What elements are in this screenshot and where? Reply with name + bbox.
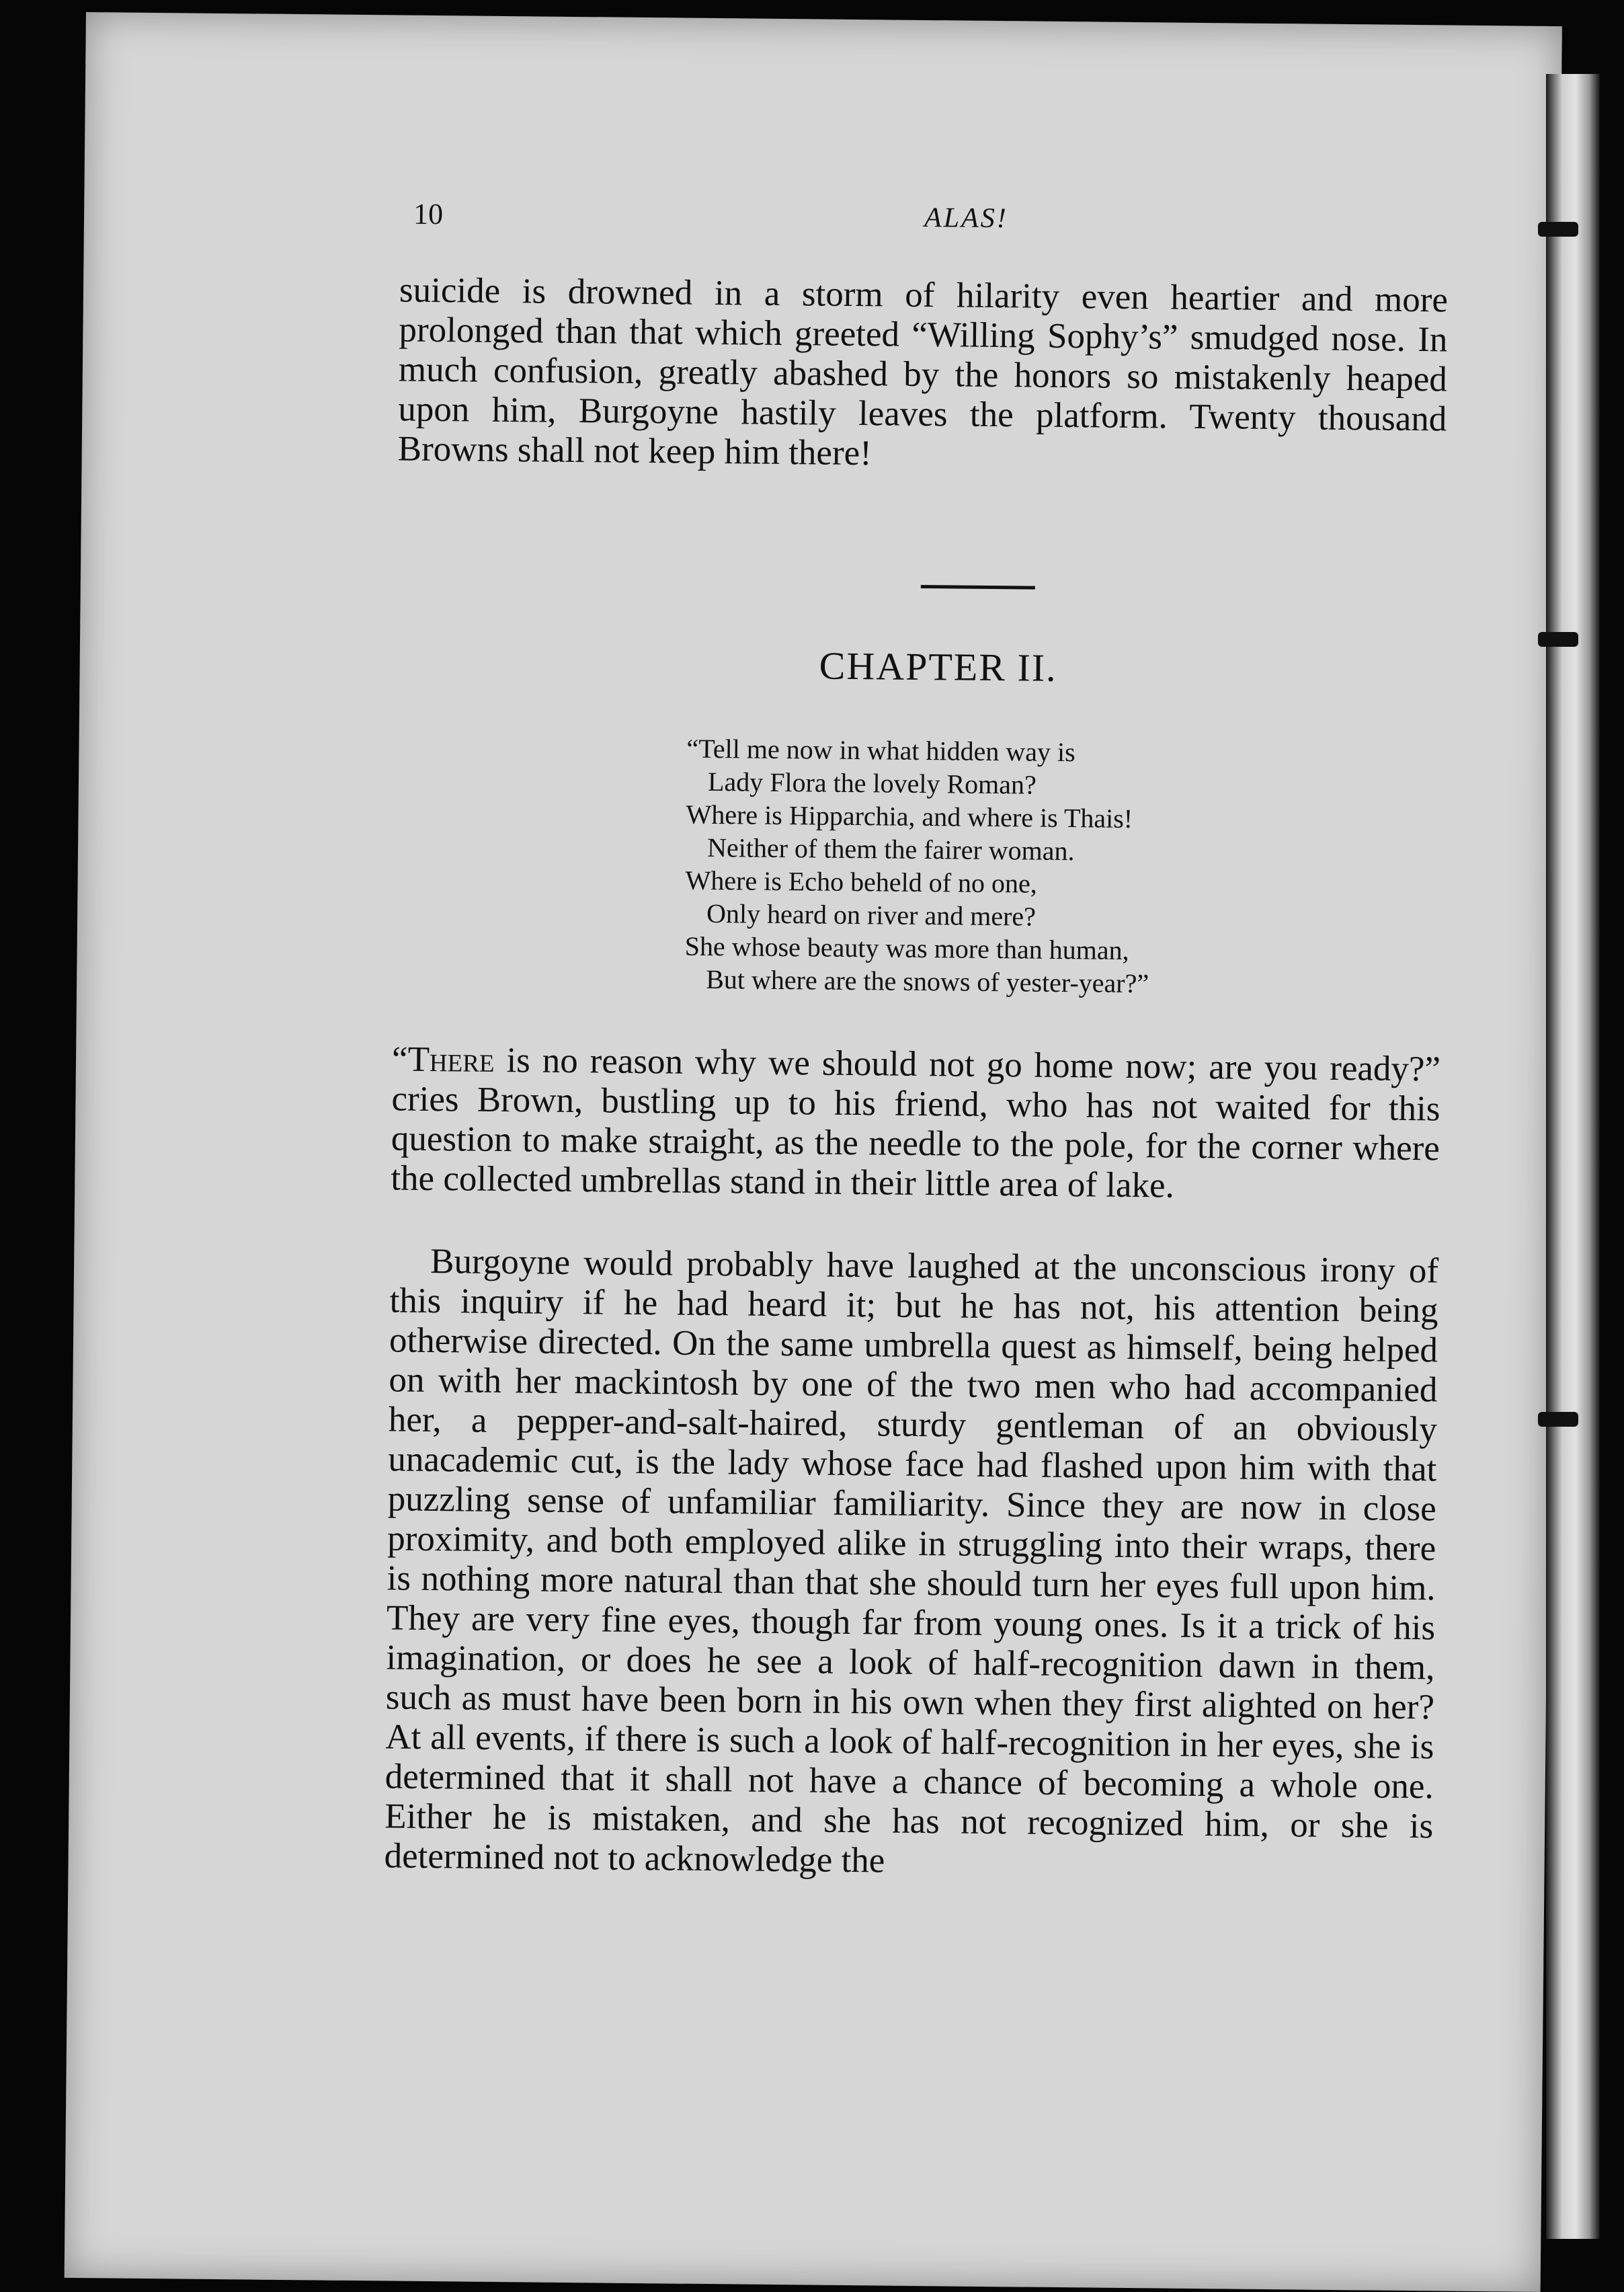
page-header (413, 197, 1063, 250)
binding-clip (1538, 222, 1578, 237)
epigraph-line: But where are the snows of yester-year?” (706, 963, 1149, 999)
binding-clip (1538, 632, 1578, 647)
running-title: ALAS! (924, 202, 1008, 235)
epigraph-line: Neither of them the fairer woman. (706, 832, 1075, 867)
binding-clip (1538, 1412, 1578, 1427)
epigraph-line: She whose beauty was more than human, (684, 931, 1129, 965)
book-page (65, 12, 1562, 2292)
lead-word: There (407, 1039, 495, 1080)
page-edge (1546, 74, 1600, 2239)
open-quote: “ (391, 1039, 408, 1079)
paragraph-2-rest: is no reason why we should not go home now; are you ready?” cries Brown, bustling up to his friend, who has not waited for this question to make straight, as the needle to the pole, for the corner where the collected umbrellas stand in their little area of lake. (391, 1040, 1441, 1206)
epigraph (668, 732, 1444, 1002)
epigraph-line: Where is Hipparchia, and where is Thais! (686, 799, 1133, 834)
epigraph-line: “Tell me now in what hidden way is (686, 733, 1075, 768)
page-number: 10 (413, 197, 444, 231)
paragraph-3-text: Burgoyne would probably have laughed at the unconscious irony of this inquiry if he had heard it; but he has not, his attention being otherwise directed. On the same umbrella quest as himself, being helped on with her mackintosh by one of the two men who had accompanied her, a pepper-and-salt-haired, sturdy gentleman of an obviously unacademic cut, is the lady whose face had flashed upon him with that puzzling sense of unfamiliar familiarity. Since they are now in close proximity, and both employed alike in struggling into their wraps, there is nothing more natural than that she should turn her eyes full upon him. They are very fine eyes, though far from young ones. Is it a trick of his imagination, or does he see a look of half-recognition dawn in them, such as must have been born in his own when they first alighted on her? At all events, if there is such a look of half-recognition in her eyes, she is determined that it shall not have a chance of becoming a whole one. Either he is mistaken, and she has not recognized him, or she is determined not to acknowledge the (384, 1242, 1439, 1881)
paragraph-top (397, 270, 1448, 479)
paragraph-2 (391, 1039, 1440, 1208)
section-divider (921, 585, 1035, 590)
chapter-title: CHAPTER II. (819, 643, 1057, 690)
epigraph-line: Only heard on river and mere? (706, 898, 1037, 932)
paragraph-3 (384, 1241, 1438, 1886)
epigraph-line: Where is Echo beheld of no one, (685, 865, 1037, 899)
paragraph-top-text: suicide is drowned in a storm of hilarity even heartier and more prolonged than that which greeted “Willing Sophy’s” smudged nose. In much confusion, greatly abashed by the honors so mistakenly heaped upon him, Burgoyne hastily leaves the platform. Twenty thousand Browns shall not keep him there! (397, 270, 1449, 473)
epigraph-line: Lady Flora the lovely Roman? (707, 766, 1037, 800)
paragraph-2-text (391, 1039, 1440, 1208)
